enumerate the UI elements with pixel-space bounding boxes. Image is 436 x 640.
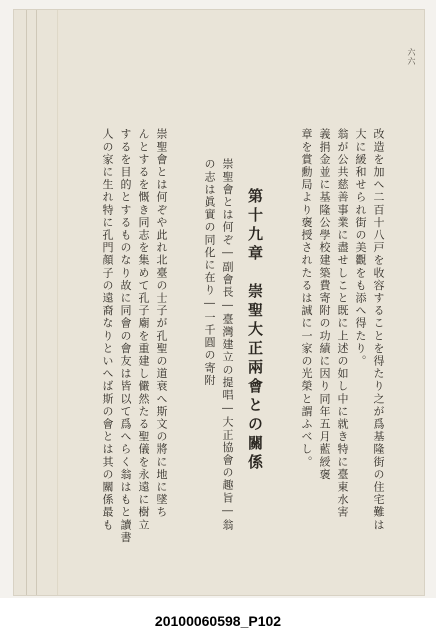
text-column: 翁が公共慈善事業に盡せしこと既に上述の如し中に就き特に臺東水害 — [336, 128, 349, 519]
text-column: 義捐金並に基隆公學校建築費寄附の功績に因り同年五月藍綬褒 — [318, 128, 331, 481]
binding-line — [36, 10, 37, 595]
binding-line — [26, 10, 27, 595]
image-caption: 20100060598_P102 — [154, 612, 282, 629]
text-column: 人の家に生れ特に孔門顏子の遠裔なりといへば斯の會とは其の關係最も — [101, 128, 114, 532]
text-column: んとするを慨き同志を集めて孔子廟を重建し儼然たる聖儀を永遠に樹立 — [137, 128, 150, 532]
chapter-summary: の志は眞實の同化に在り―一千圓の寄附 — [203, 158, 216, 387]
text-column: 崇聖會とは何ぞや此れ北臺の士子が孔聖の道衰へ斯文の將に地に墜ち — [155, 128, 168, 519]
page-crease — [57, 10, 59, 595]
text-column: するを目的とするものなり故に同會の會友は皆以て爲へらく翁はもと讀書 — [119, 128, 132, 544]
text-column: 章を賞勳局より褒授されたるは誠に一家の光榮と謂ふべし。 — [300, 128, 313, 469]
text-column: 改造を加へ二百十八戸を收容することを得たり之が爲基隆街の住宅難は — [372, 128, 385, 532]
page-number: 六六 — [407, 48, 416, 66]
text-column: 大に緩和せられ街の美觀をも添へ得たり。 — [354, 128, 367, 368]
chapter-heading: 第十九章 崇聖大正兩會との關係 — [246, 188, 264, 473]
chapter-summary: 崇聖會とは何ぞ―副會長―臺灣建立の提唱―大正協會の趣旨―翁 — [221, 158, 234, 532]
book-page — [14, 10, 424, 595]
